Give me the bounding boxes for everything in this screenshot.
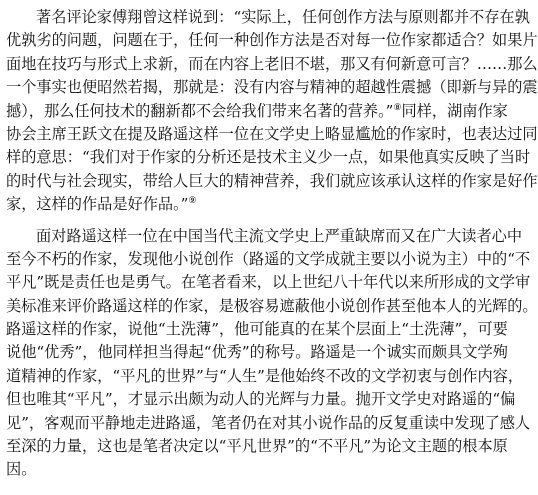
text-line: 优孰劣的问题，问题在于，任何一种创作方法是否对每一位作家都适合？如果片 — [6, 31, 538, 50]
paragraph-2 — [6, 225, 538, 482]
text-line: 路遥这样的作家，说他“土洗薄”，他可能真的在某个层面上“土洗薄”，可要 — [6, 320, 508, 339]
text-line: 因。 — [6, 460, 37, 479]
text-line: 见”，客观而平静地走进路遥，笔者仍在对其小说作品的反复重读中发现了感人 — [6, 413, 531, 432]
paragraph-1 — [6, 6, 538, 217]
text-segment: 家，这样的作品是好作品。” — [6, 195, 189, 214]
text-line: 样的意思：“我们对于作家的分析还是技术主义少一点，如果他真实反映了当时 — [6, 148, 531, 167]
text-line: 协会主席王跃文在提及路遥这样一位在文学史上略显尴尬的作家时，也表达过同 — [6, 124, 538, 143]
text-line: 说他“优秀”，他同样担当得起“优秀”的称号。路遥是一个诚实而颇具文学殉 — [6, 343, 508, 362]
text-segment: 同样，湖南作家 — [401, 101, 508, 120]
text-line: 一个事实也便昭然若揭，那就是：没有内容与精神的超越性震撼（即新与异的震 — [6, 78, 538, 97]
footnote-marker: ⑨ — [188, 196, 197, 207]
text-line: 平凡”既是责任也是勇气。在笔者看来，以上世纪八十年代以来所形成的文学审 — [6, 273, 531, 292]
text-line: 著名评论家傅翔曾这样说到：“实际上，任何创作方法与原则都并不存在孰 — [36, 8, 530, 26]
text-line: 至深的力量，这也是笔者决定以“平凡世界”的“不平凡”为论文主题的根本原 — [6, 437, 508, 456]
text-segment: 撼），那么任何技术的翻新都不会给我们带来名著的营养。” — [6, 101, 394, 120]
text-line: 面对路遥这样一位在中国当代主流文学史上严重缺席而又在广大读者心中 — [36, 226, 522, 245]
paragraph-gap — [6, 217, 454, 225]
text-line: 至今不朽的作家，发现他小说创作（路遥的文学成就主要以小说为主）中的“不 — [6, 249, 531, 268]
text-line: 但也唯其“平凡”，才显示出颇为动人的光辉与力量。抛开文学史对路遥的“偏 — [6, 390, 516, 409]
text-line-with-footnote — [6, 100, 508, 123]
text-line: 面地在技巧与形式上求新，而在内容上老旧不堪，那又有何新意可言？……那么 — [6, 54, 538, 73]
footnote-marker: ⑧ — [393, 102, 402, 113]
text-line: 的时代与社会现实，带给人巨大的精神营养，我们就应该承认这样的作家是好作 — [6, 171, 538, 190]
text-line-with-footnote — [6, 193, 454, 216]
text-line: 道精神的作家，“平凡的世界”与“人生”是他始终不改的文学初衷与创作内容， — [6, 366, 524, 385]
text-line: 美标准来评价路遥这样的作家，是极容易遮蔽他小说创作甚至他本人的光辉的。 — [6, 296, 538, 315]
